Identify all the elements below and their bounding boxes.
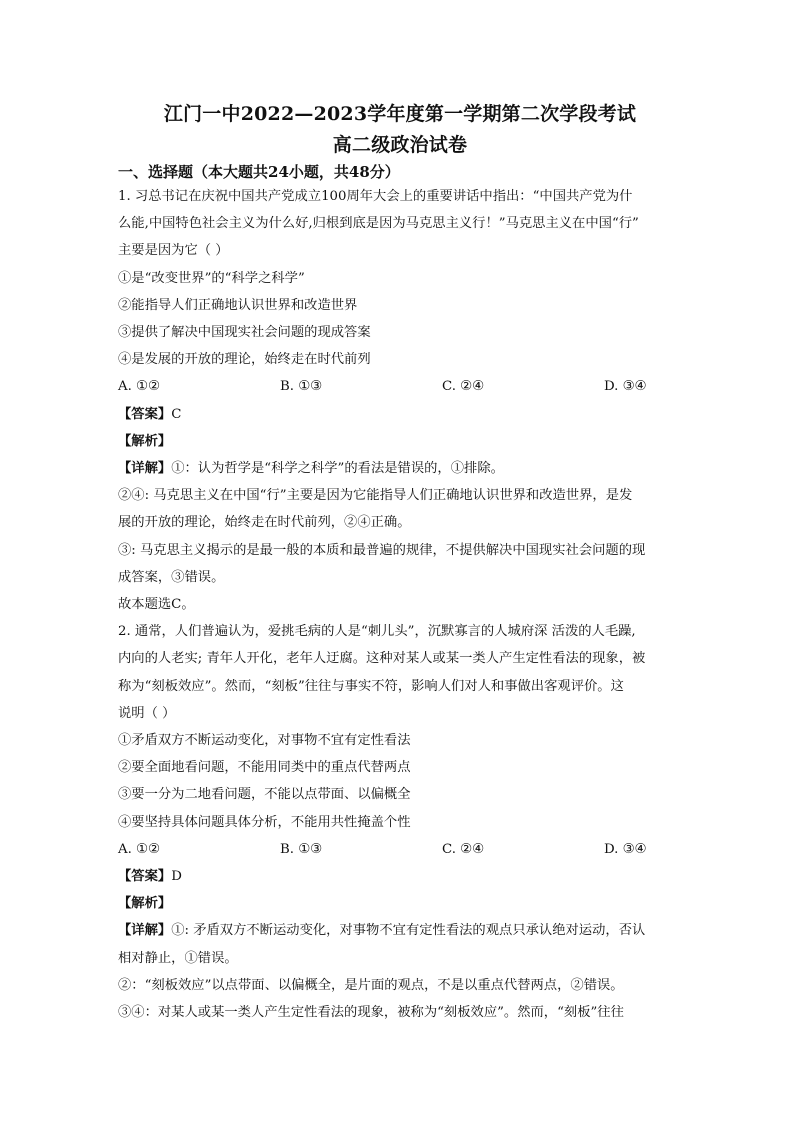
q1-option-a: A. ①②	[118, 379, 160, 395]
q2-stem-line: 说明（ ）	[118, 705, 176, 721]
exam-subtitle: 高二级政治试卷	[332, 134, 468, 156]
q2-option-a: A. ①②	[118, 841, 160, 857]
answer-value: C	[171, 406, 182, 422]
q1-detail-line: ②④: 马克思主义在中国“行”主要是因为它能指导人们正确地认识世界和改造世界，是发	[118, 488, 633, 504]
q1-item-3: ③提供了解决中国现实社会问题的现成答案	[118, 325, 371, 341]
q1-answer	[118, 401, 682, 428]
q2-options	[118, 836, 682, 863]
q1-detail-line: 故本题选C。	[118, 597, 195, 613]
q1-stem-line: 主要是因为它（ ）	[118, 243, 229, 259]
detail-text: ①: 矛盾双方不断运动变化，对事物不宜有定性看法的观点只承认绝对运动，否认	[171, 923, 646, 939]
answer-tag: 【答案】	[118, 406, 172, 422]
exam-title: 江门一中2022—2023学年度第一学期第二次学段考试	[163, 103, 637, 125]
q2-analysis-tag: 【解析】	[118, 896, 172, 912]
section-heading: 一、选择题（本大题共24小题，共48分）	[118, 163, 400, 181]
q1-stem-line: 1. 习总书记在庆祝中国共产党成立100周年大会上的重要讲话中指出：“中国共产党为什	[118, 189, 633, 204]
q2-option-c: C. ②④	[442, 841, 484, 857]
q1-detail-line: ③: 马克思主义揭示的是最一般的本质和最普遍的规律，不提供解决中国现实社会问题的现	[118, 542, 646, 558]
detail-tag: 【详解】	[118, 923, 172, 939]
answer-value: D	[171, 869, 182, 885]
q2-detail-line: ②：“刻板效应”以点带面、以偏概全，是片面的观点，不是以重点代替两点，②错误。	[118, 977, 624, 993]
q2-option-d: D. ③④	[604, 841, 647, 857]
q2-stem-line: 2. 通常，人们普遍认为，爱挑毛病的人是“刺儿头”，沉默寡言的人城府深 活泼的人毛躁,	[118, 624, 636, 640]
q2-item-3: ③要一分为二地看问题，不能以点带面、以偏概全	[118, 787, 411, 803]
q1-detail-line: 成答案，③错误。	[118, 569, 225, 585]
detail-text: ①：认为哲学是“科学之科学”的看法是错误的，①排除。	[171, 461, 504, 477]
q2-detail-line: ③④：对某人或某一类人产生定性看法的现象，被称为“刻板效应”。然而，“刻板”往往	[118, 1005, 624, 1021]
q2-detail-line	[118, 917, 682, 944]
q1-detail-line	[118, 455, 682, 482]
question-1	[118, 183, 682, 618]
q1-options	[118, 373, 682, 400]
q2-item-1: ①矛盾双方不断运动变化，对事物不宜有定性看法	[118, 733, 411, 749]
answer-tag: 【答案】	[118, 869, 172, 885]
q1-option-d: D. ③④	[604, 379, 647, 395]
question-2	[118, 618, 682, 1026]
q1-option-b: B. ①③	[280, 379, 323, 395]
q1-item-1: ①是“改变世界”的“科学之科学”	[118, 270, 305, 286]
q1-item-4: ④是发展的开放的理论，始终走在时代前列	[118, 352, 371, 368]
q1-analysis-tag: 【解析】	[118, 433, 172, 449]
q1-detail-line: 展的开放的理论，始终走在时代前列，②④正确。	[118, 515, 411, 531]
q1-option-c: C. ②④	[442, 379, 484, 395]
q2-item-2: ②要全面地看问题，不能用同类中的重点代替两点	[118, 760, 411, 776]
q2-stem-line: 称为“刻板效应”。然而，“刻板”往往与事实不符，影响人们对人和事做出客观评价。这	[118, 678, 624, 694]
q2-detail-line: 相对静止，①错误。	[118, 950, 238, 966]
q1-item-2: ②能指导人们正确地认识世界和改造世界	[118, 297, 358, 313]
q2-option-b: B. ①③	[280, 841, 323, 857]
q1-stem-line: 么能,中国特色社会主义为什么好,归根到底是因为马克思主义行！”马克思主义在中国“行”	[118, 216, 639, 232]
q2-answer	[118, 863, 682, 890]
q2-item-4: ④要坚持具体问题具体分析，不能用共性掩盖个性	[118, 814, 411, 830]
detail-tag: 【详解】	[118, 461, 172, 477]
q2-stem-line: 内向的人老实; 青年人开化，老年人迂腐。这种对某人或某一类人产生定性看法的现象，被	[118, 651, 646, 667]
